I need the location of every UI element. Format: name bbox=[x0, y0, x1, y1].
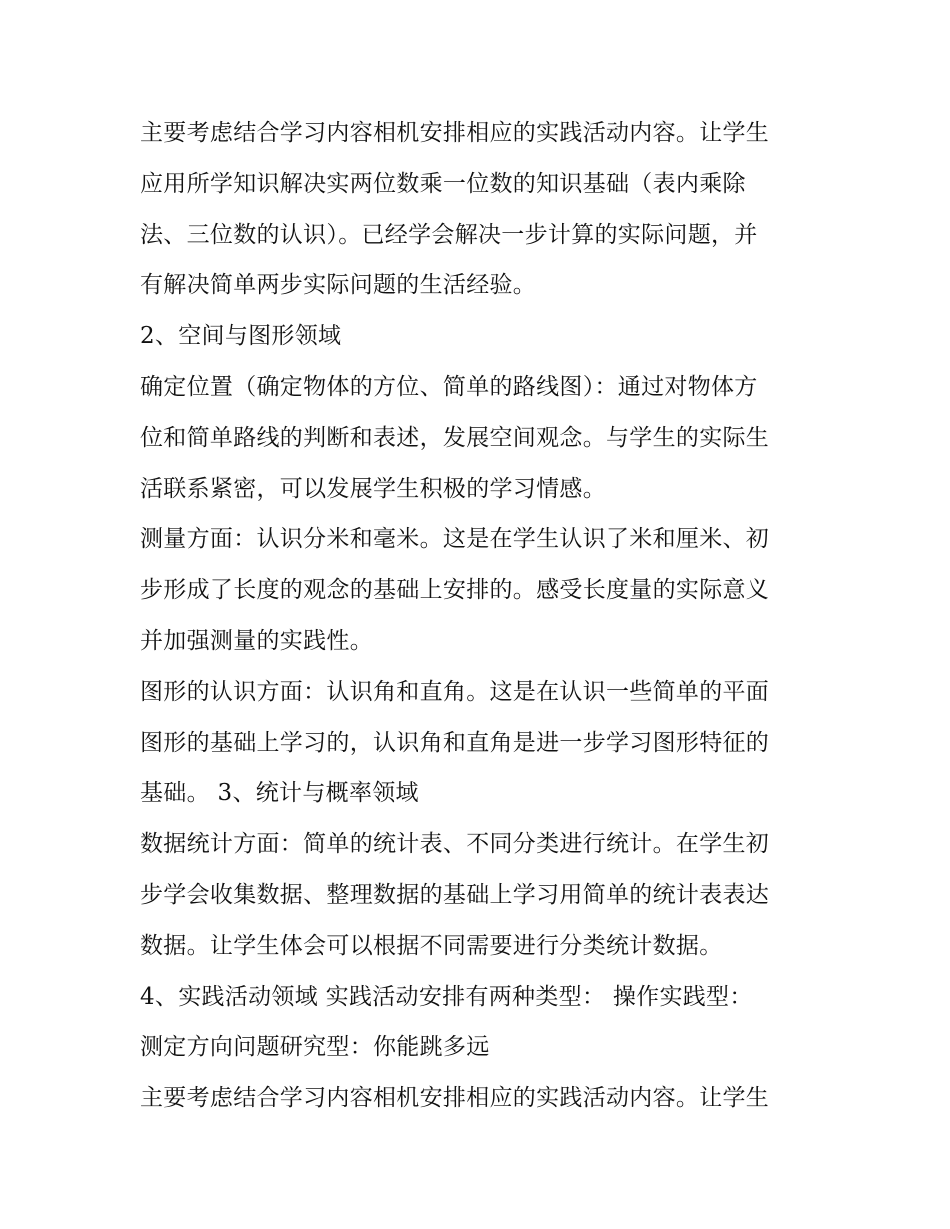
text-line: 并加强测量的实践性。 bbox=[140, 627, 373, 654]
text-line: 主要考虑结合学习内容相机安排相应的实践活动内容。让学生 bbox=[140, 120, 770, 146]
text-line: 主要考虑结合学习内容相机安排相应的实践活动内容。让学生 bbox=[140, 1085, 770, 1112]
text-line: 步学会收集数据、整理数据的基础上学习用简单的统计表表达 bbox=[140, 881, 770, 908]
text-line: 确定位置（确定物体的方位、简单的路线图）：通过对物体方 bbox=[140, 373, 758, 400]
text-line: 测定方向问题研究型：你能跳多远 bbox=[140, 1034, 490, 1061]
section-heading: 2、空间与图形领域 bbox=[140, 323, 342, 350]
document-body bbox=[140, 108, 820, 1124]
text-line: 步形成了长度的观念的基础上安排的。感受长度量的实际意义 bbox=[140, 577, 770, 604]
text-line: 图形的基础上学习的，认识角和直角是进一步学习图形特征的 bbox=[140, 729, 770, 756]
section-heading: 4、实践活动领域 实践活动安排有两种类型： 操作实践型： bbox=[140, 983, 753, 1010]
text-line: 法、三位数的认识）。已经学会解决一步计算的实际问题，并 bbox=[140, 221, 758, 248]
text-line: 测量方面：认识分米和毫米。这是在学生认识了米和厘米、初 bbox=[140, 526, 770, 553]
text-line: 有解决简单两步实际问题的生活经验。 bbox=[140, 272, 537, 299]
text-line: 图形的认识方面：认识角和直角。这是在认识一些简单的平面 bbox=[140, 678, 770, 705]
text-line: 应用所学知识解决实两位数乘一位数的知识基础（表内乘除 bbox=[140, 170, 746, 197]
text-line: 活联系紧密，可以发展学生积极的学习情感。 bbox=[140, 475, 606, 502]
text-line: 基础。 3、统计与概率领域 bbox=[140, 780, 419, 807]
text-line: 位和简单路线的判断和表述，发展空间观念。与学生的实际生 bbox=[140, 424, 770, 451]
text-line: 数据统计方面：简单的统计表、不同分类进行统计。在学生初 bbox=[140, 831, 770, 858]
text-line: 数据。让学生体会可以根据不同需要进行分类统计数据。 bbox=[140, 932, 723, 959]
